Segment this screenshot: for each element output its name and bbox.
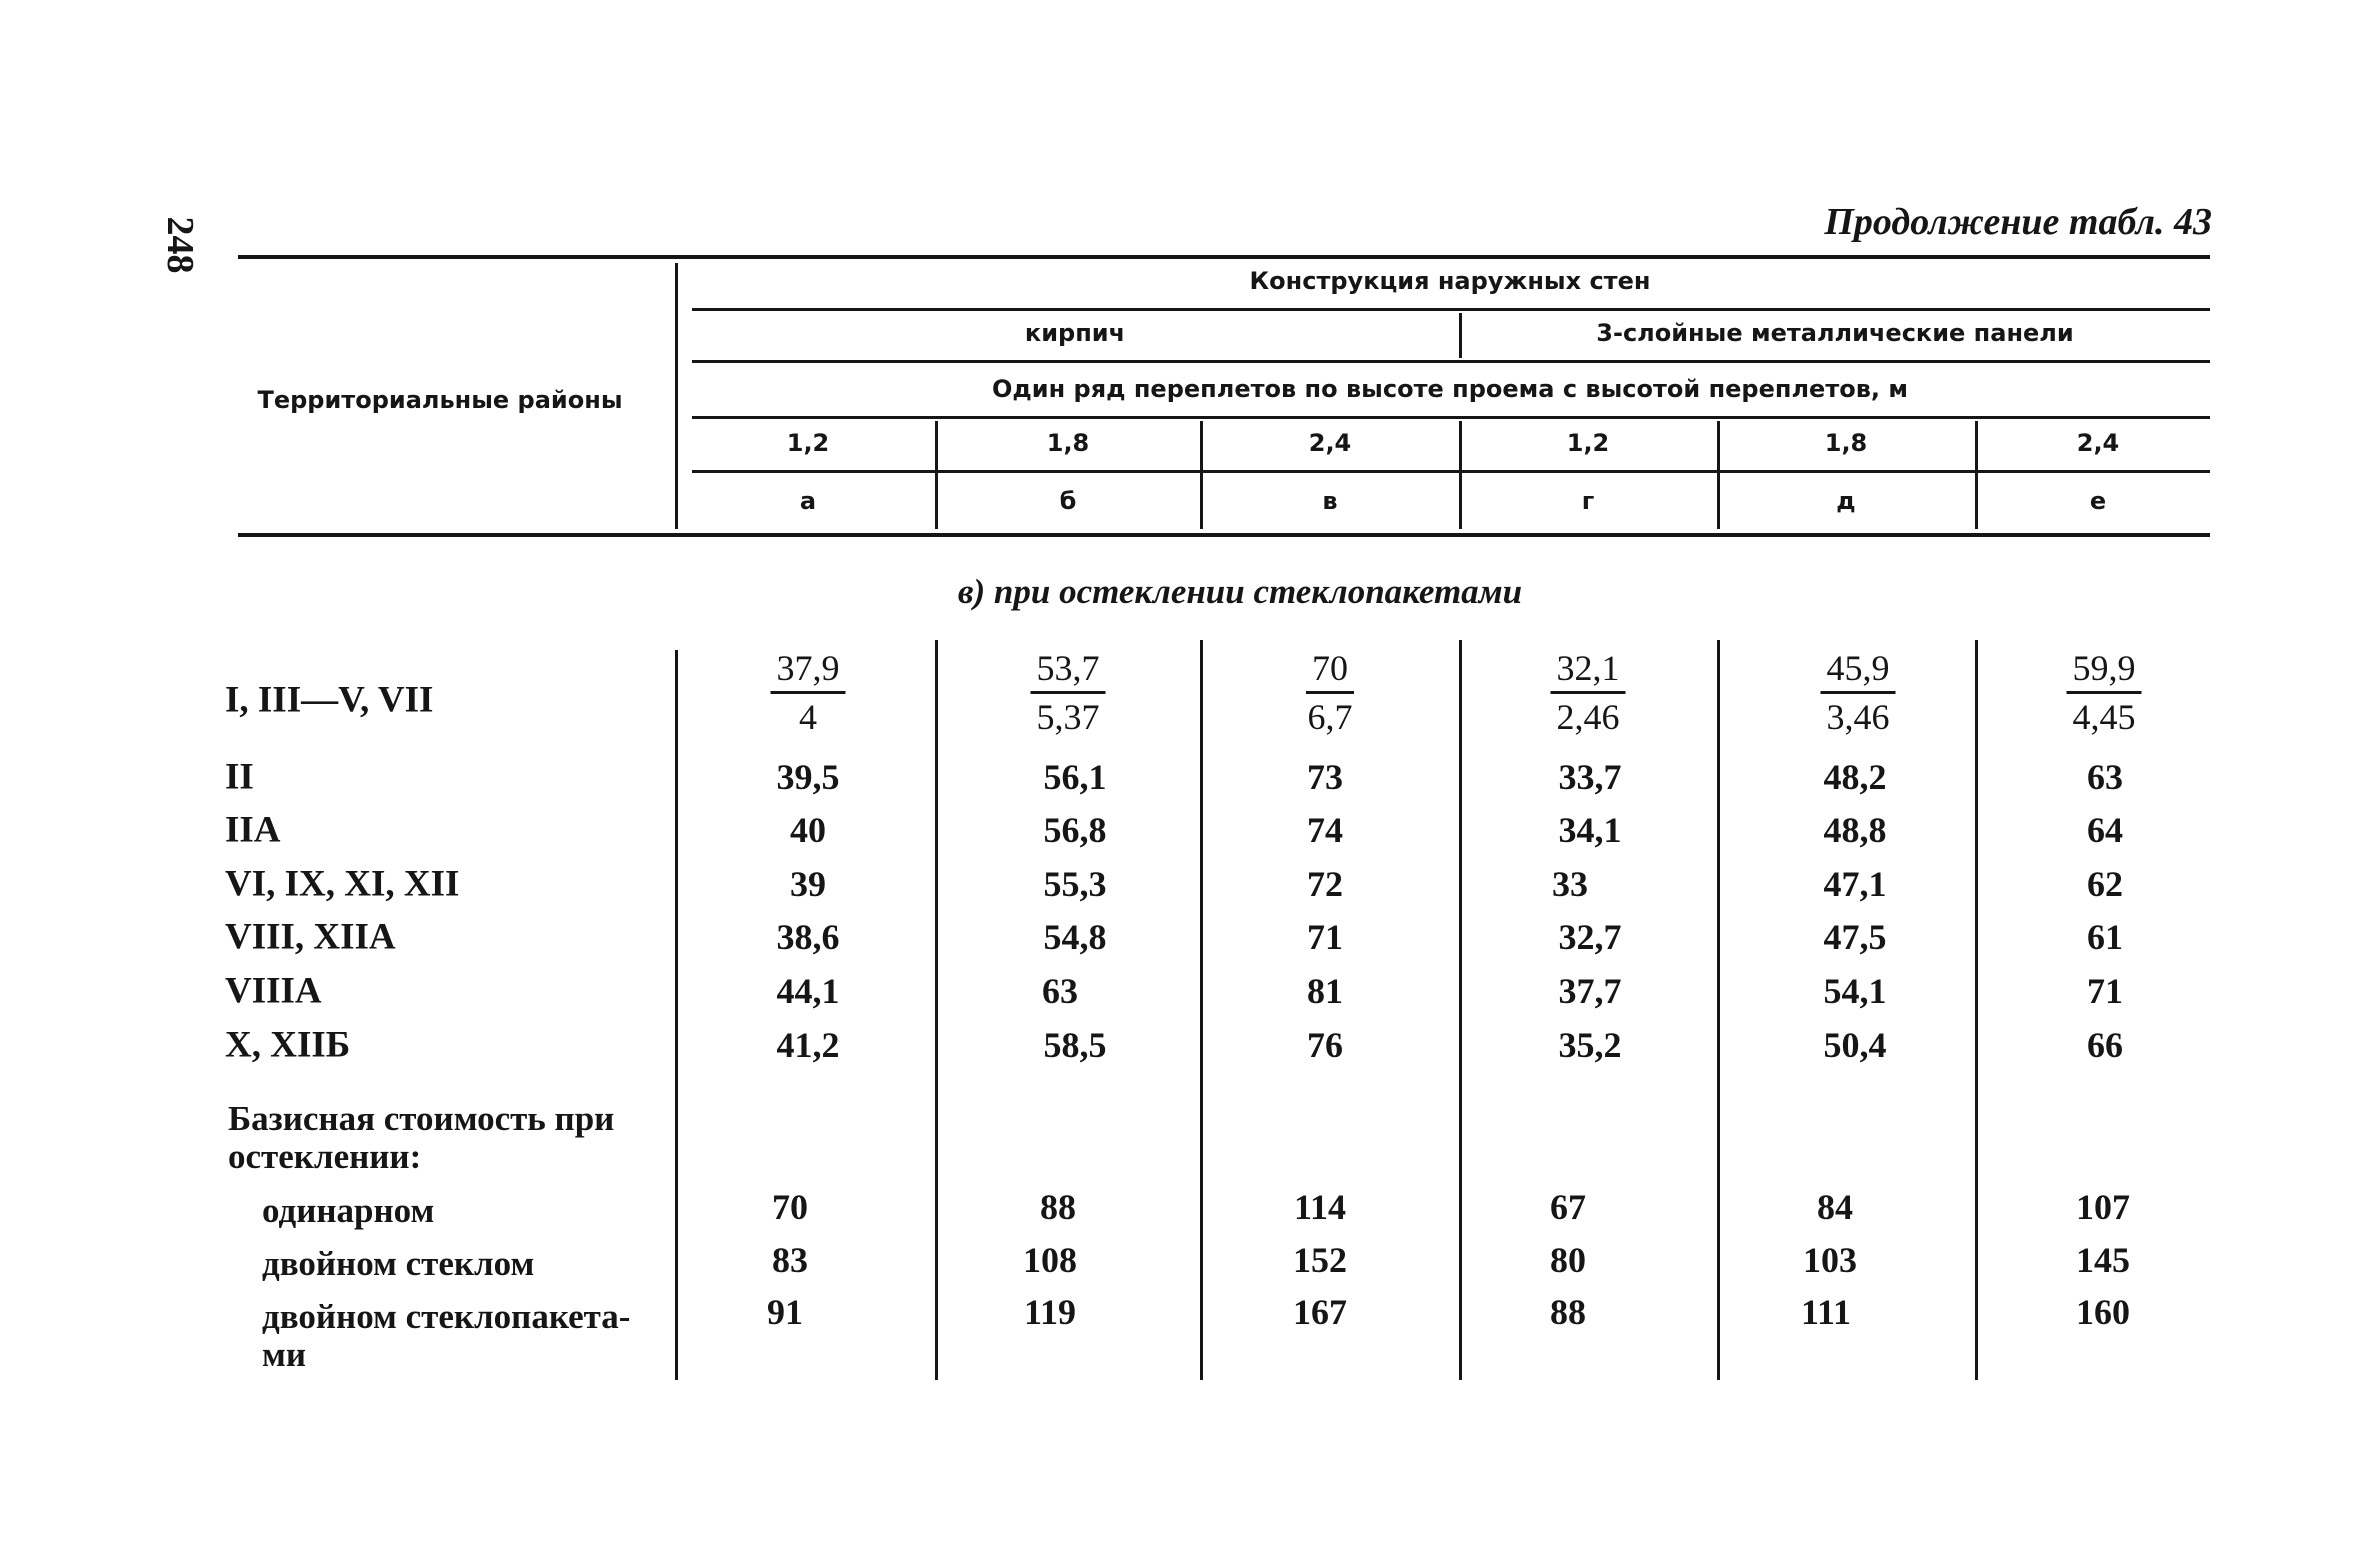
row-label-1: I, III—V, VII (225, 679, 434, 721)
table-cell: 152 (1293, 1240, 1347, 1280)
table-cell: 114 (1293, 1187, 1347, 1227)
body-divider-label (675, 650, 678, 1380)
fraction-numerator: 32,1 (1551, 645, 1626, 694)
panels-header: 3-слойные металлические панели (1596, 319, 2074, 347)
table-cell: 71 (1307, 917, 1343, 957)
row-label-5: VIII, XIIA (225, 916, 396, 958)
table-cell: 56,1 (1043, 757, 1107, 797)
base-cost-row-label-3: двойном стеклопакета-ми (262, 1297, 631, 1374)
fraction-denominator: 4,45 (2072, 697, 2136, 737)
table-cell: 56,8 (1043, 810, 1107, 850)
table-cell: 33 (1552, 864, 1588, 904)
table-cell: 48,2 (1823, 757, 1887, 797)
fraction-numerator: 59,9 (2067, 645, 2142, 694)
table-cell: 55,3 (1043, 864, 1107, 904)
body-divider-ab (935, 640, 938, 1380)
table-cell: 70 (772, 1187, 808, 1227)
table-cell: 108 (1023, 1240, 1077, 1280)
table-cell: 64 (2087, 810, 2123, 850)
row-label-3: IIA (225, 809, 281, 851)
table-cell: 63 (1042, 971, 1078, 1011)
fraction-denominator: 4 (799, 697, 817, 737)
height-col-e: 2,4 (2076, 429, 2120, 457)
fraction-numerator: 70 (1306, 645, 1354, 694)
body-divider-bv (1200, 640, 1203, 1380)
table-cell: 33,7 (1558, 757, 1622, 797)
table-cell: 80 (1550, 1240, 1586, 1280)
row-label-7: X, XIIБ (225, 1024, 351, 1066)
table-cell: 103 (1803, 1240, 1857, 1280)
fraction-cell-v (1306, 645, 1354, 740)
table-cell: 160 (2076, 1292, 2130, 1332)
page-number: 248 (159, 216, 201, 274)
table-cell: 61 (2087, 917, 2123, 957)
table-cell: 71 (2087, 971, 2123, 1011)
height-col-v: 2,4 (1308, 429, 1352, 457)
height-col-g: 1,2 (1566, 429, 1610, 457)
header-divider-bv (1200, 421, 1203, 529)
table-cell: 81 (1307, 971, 1343, 1011)
table-cell: 39 (790, 864, 826, 904)
table-cell: 83 (772, 1240, 808, 1280)
header-divider-label (675, 263, 678, 529)
table-cell: 47,1 (1823, 864, 1887, 904)
table-cell: 63 (2087, 757, 2123, 797)
fraction-denominator: 5,37 (1036, 697, 1100, 737)
rule-under-sashes (692, 416, 2210, 419)
fraction-cell-b (1031, 645, 1106, 740)
table-cell: 73 (1307, 757, 1343, 797)
height-col-d: 1,8 (1824, 429, 1868, 457)
table-cell: 39,5 (776, 757, 840, 797)
fraction-cell-g (1551, 645, 1626, 740)
table-cell: 34,1 (1558, 810, 1622, 850)
table-cell: 40 (790, 810, 826, 850)
table-cell: 38,6 (776, 917, 840, 957)
header-bottom-rule (238, 533, 2210, 537)
table-cell: 145 (2076, 1240, 2130, 1280)
header-top-rule (238, 255, 2210, 259)
fraction-numerator: 37,9 (771, 645, 846, 694)
row-label-header: Территориальные районы (257, 386, 623, 414)
table-cell: 62 (2087, 864, 2123, 904)
letter-col-a: а (799, 487, 817, 515)
table-cell: 91 (767, 1292, 803, 1332)
fraction-cell-a (771, 645, 846, 740)
fraction-numerator: 53,7 (1031, 645, 1106, 694)
table-cell: 88 (1040, 1187, 1076, 1227)
body-divider-de (1975, 640, 1978, 1380)
fraction-denominator: 3,46 (1826, 697, 1890, 737)
letter-col-e: е (2089, 487, 2107, 515)
fraction-cell-d (1821, 645, 1896, 740)
header-divider-de (1975, 421, 1978, 529)
letter-col-v: в (1322, 487, 1338, 515)
table-cell: 48,8 (1823, 810, 1887, 850)
table-cell: 41,2 (776, 1025, 840, 1065)
fraction-denominator: 2,46 (1556, 697, 1620, 737)
table-cell: 107 (2076, 1187, 2130, 1227)
letter-col-g: г (1581, 487, 1595, 515)
rule-under-heights (692, 470, 2210, 473)
table-cell: 74 (1307, 810, 1343, 850)
table-cell: 72 (1307, 864, 1343, 904)
continuation-label: Продолжение табл. 43 (1824, 201, 2212, 243)
header-divider-materials (1459, 313, 1462, 358)
table-cell: 119 (1023, 1292, 1077, 1332)
table-cell: 66 (2087, 1025, 2123, 1065)
table-cell: 111 (1800, 1292, 1852, 1332)
fraction-denominator: 6,7 (1307, 697, 1353, 737)
table-cell: 54,1 (1823, 971, 1887, 1011)
table-cell: 47,5 (1823, 917, 1887, 957)
table-cell: 32,7 (1558, 917, 1622, 957)
section-title: в) при остеклении стеклопакетами (957, 572, 1523, 611)
table-cell: 88 (1550, 1292, 1586, 1332)
letter-col-b: б (1059, 487, 1077, 515)
table-cell: 37,7 (1558, 971, 1622, 1011)
base-cost-label: Базисная стоимость при остеклении: (228, 1099, 615, 1176)
height-col-b: 1,8 (1046, 429, 1090, 457)
brick-header: кирпич (1024, 319, 1126, 347)
rule-under-construction (692, 308, 2210, 311)
body-divider-vg (1459, 640, 1462, 1380)
height-col-a: 1,2 (786, 429, 830, 457)
fraction-numerator: 45,9 (1821, 645, 1896, 694)
row-label-4: VI, IX, XI, XII (225, 863, 460, 905)
row-label-6: VIIIA (225, 970, 322, 1012)
base-cost-row-label-1: одинарном (262, 1191, 435, 1230)
row-label-2: II (225, 756, 254, 798)
table-cell: 76 (1307, 1025, 1343, 1065)
table-cell: 58,5 (1043, 1025, 1107, 1065)
fraction-cell-e (2067, 645, 2142, 740)
table-cell: 54,8 (1043, 917, 1107, 957)
letter-col-d: д (1836, 487, 1856, 515)
table-cell: 35,2 (1558, 1025, 1622, 1065)
header-divider-ab (935, 421, 938, 529)
wall-construction-header: Конструкция наружных стен (1249, 267, 1651, 295)
table-cell: 44,1 (776, 971, 840, 1011)
table-cell: 167 (1293, 1292, 1347, 1332)
base-cost-row-label-2: двойном стеклом (262, 1244, 535, 1283)
rule-under-materials (692, 360, 2210, 363)
table-cell: 50,4 (1823, 1025, 1887, 1065)
sashes-header: Один ряд переплетов по высоте проема с высотой переплетов, м (991, 375, 1909, 403)
table-cell: 67 (1550, 1187, 1586, 1227)
table-cell: 84 (1817, 1187, 1853, 1227)
header-divider-gd (1717, 421, 1720, 529)
body-divider-gd (1717, 640, 1720, 1380)
header-divider-vg (1459, 421, 1462, 529)
